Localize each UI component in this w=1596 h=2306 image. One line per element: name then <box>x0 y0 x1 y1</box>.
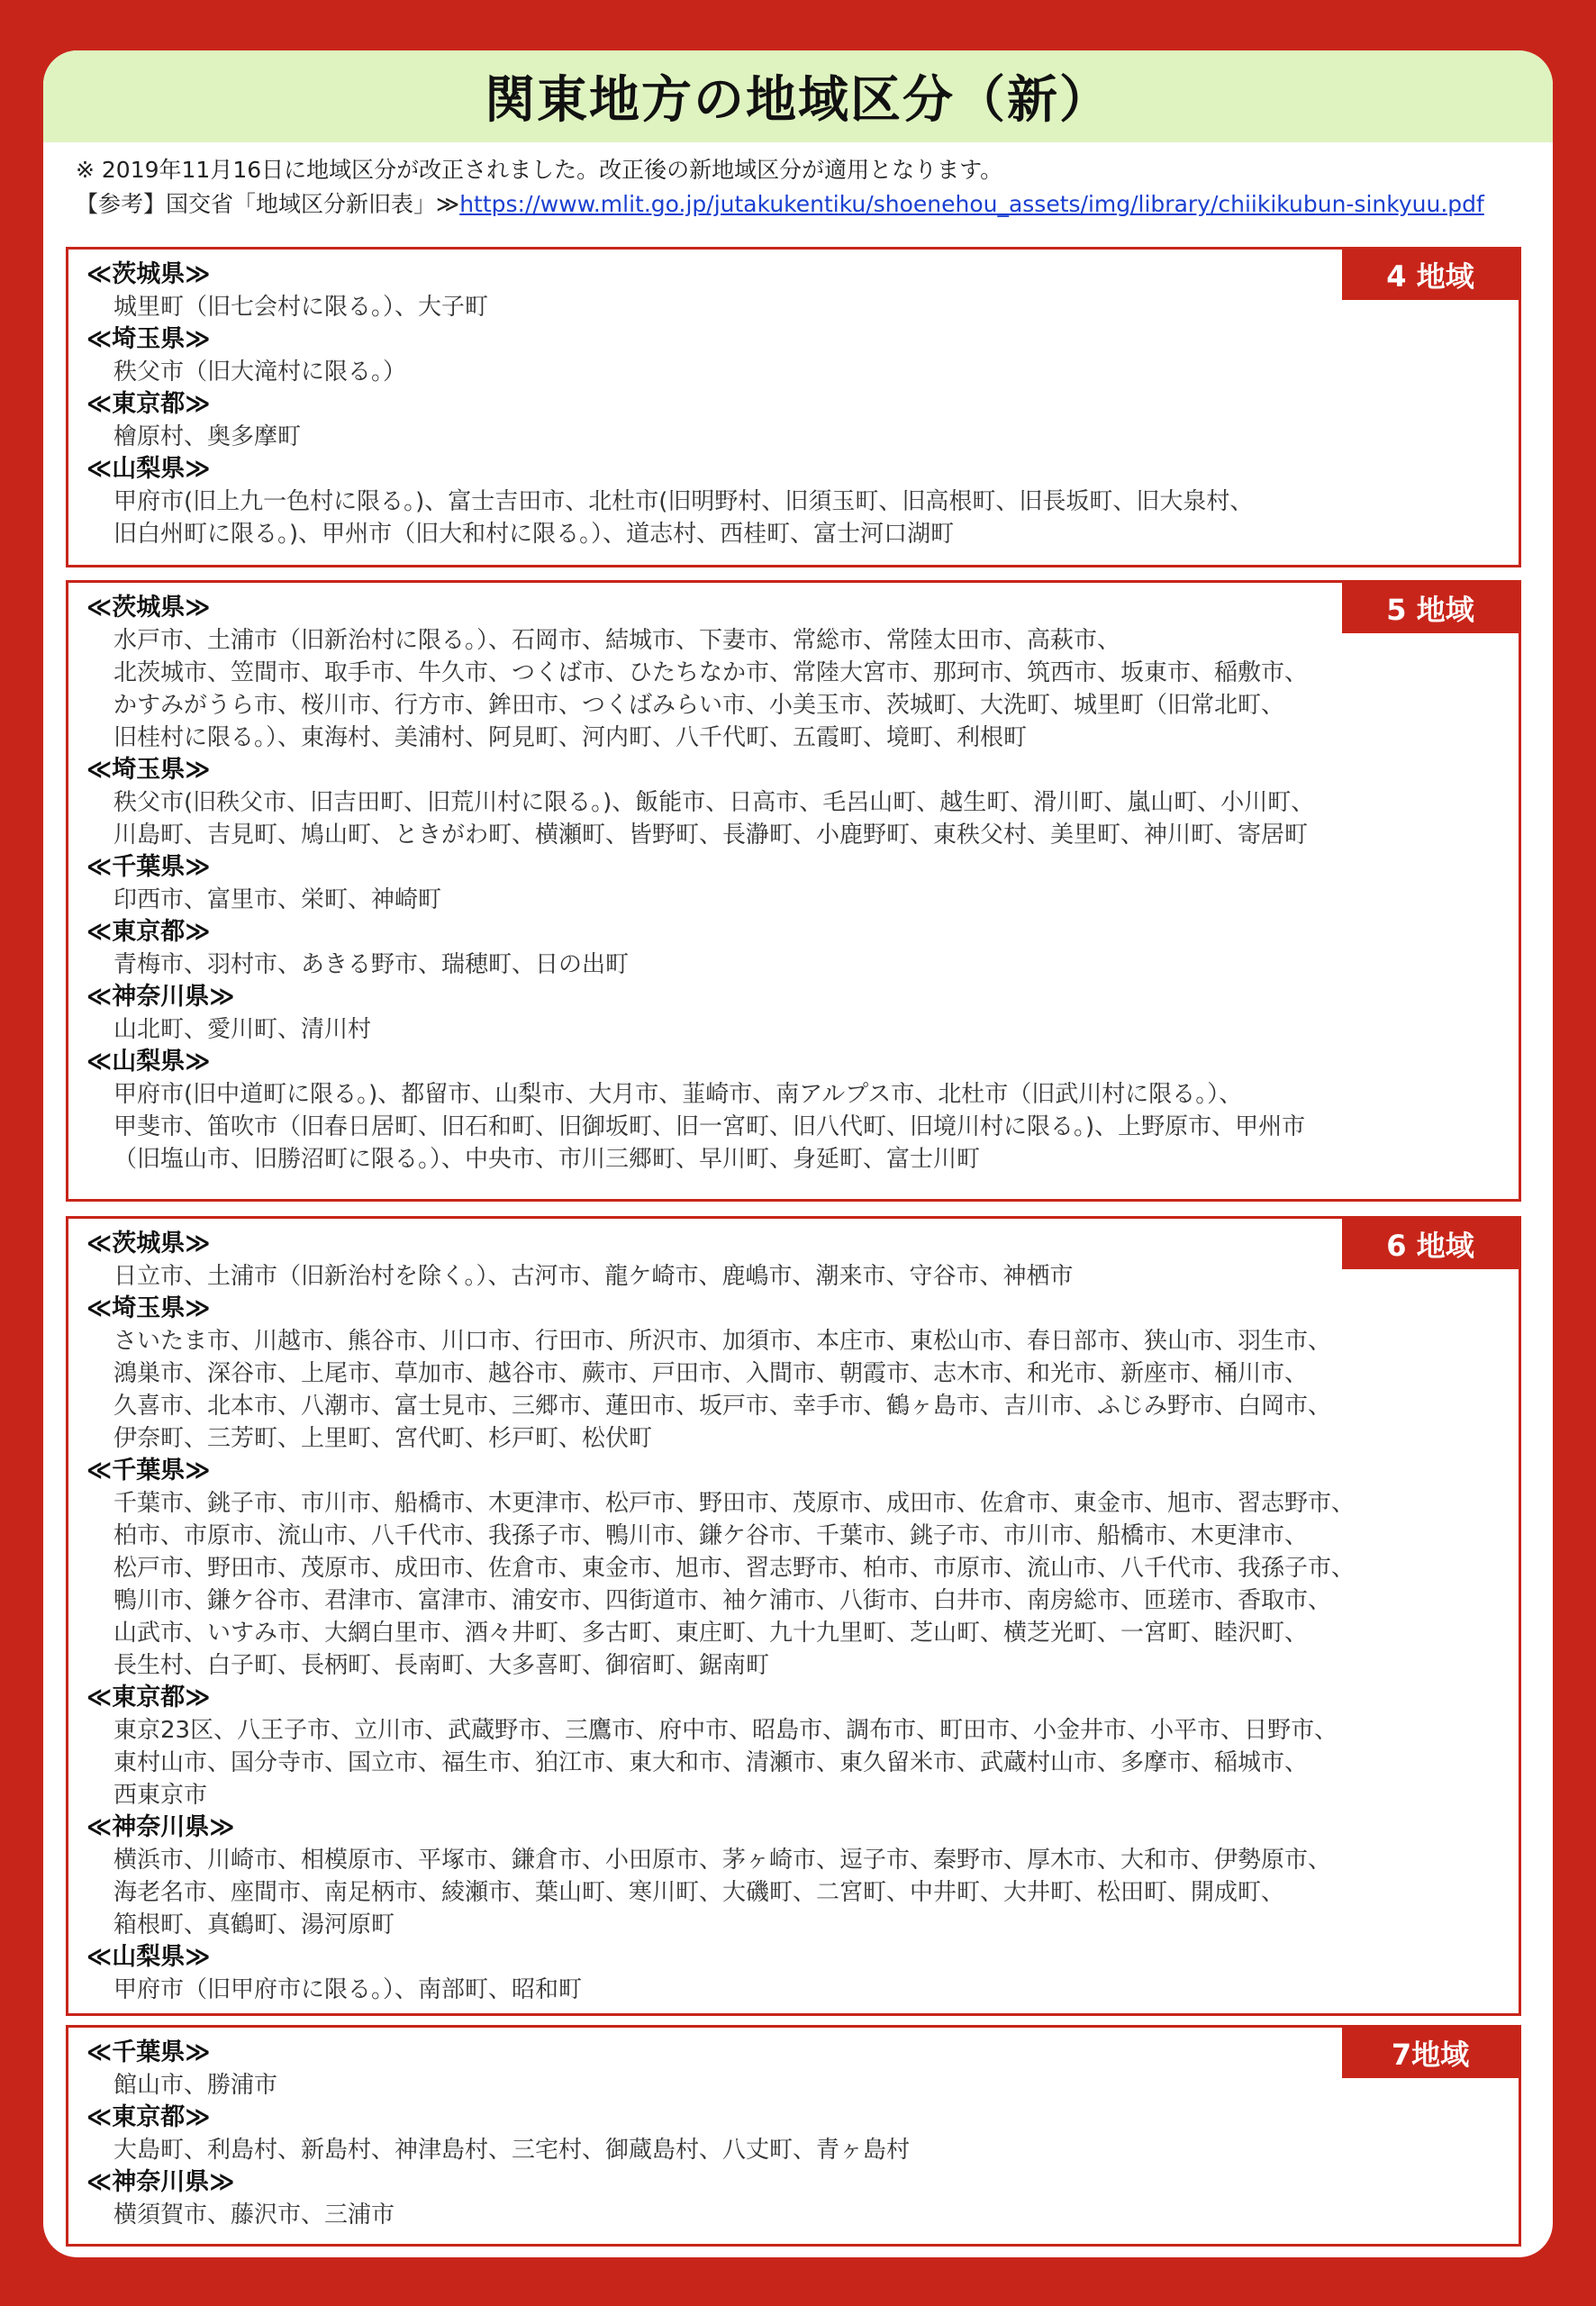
region-badge: 5 地域 <box>1342 583 1519 633</box>
prefecture-label: ≪神奈川県≫ <box>86 983 235 1011</box>
region-7-section <box>66 2025 1521 2247</box>
reference-link[interactable]: https://www.mlit.go.jp/jutakukentiku/shoenehou_assets/img/library/chiikikubun-sinkyuu.pdf <box>459 191 1484 217</box>
document-card <box>43 50 1553 2257</box>
prefecture-label: ≪神奈川県≫ <box>86 1813 235 1841</box>
city-list: 城里町（旧七会村に限る。）、大子町 <box>113 294 489 321</box>
region-badge: 6 地域 <box>1342 1219 1519 1269</box>
prefecture-label: ≪山梨県≫ <box>86 1943 211 1971</box>
prefecture-label: ≪埼玉県≫ <box>86 756 211 784</box>
prefecture-label: ≪東京都≫ <box>86 918 211 946</box>
prefecture-label: ≪山梨県≫ <box>86 455 211 483</box>
region-4-section <box>66 247 1521 567</box>
prefecture-label: ≪埼玉県≫ <box>86 1294 211 1322</box>
prefecture-label: ≪茨城県≫ <box>86 594 211 622</box>
city-list: 千葉市、銚子市、市川市、船橋市、木更津市、松戸市、野田市、茂原市、成田市、佐倉市、東金市、旭市、習志野市、 柏市、市原市、流山市、八千代市、我孫子市、鴨川市、鎌ケ谷市、千葉市、銚子市、市川市、船橋市、木更津市、 松戸市、野田市、茂原市、成田市、佐倉市、東金市、旭市、習志野市、柏市、市原市、流山市、八千代市、我孫子市、 鴨川市、鎌ケ谷市、君津市、富津市、浦安市、四街道市、袖ケ浦市、八街市、白井市、南房総市、匝瑳市、香取市、 山武市、いすみ市、大網白里市、酒々井町、多古町、東庄町、九十九里町、芝山町、横芝光町、一宮町、睦沢町、 長生村、白子町、長柄町、長南町、大多喜町、御宿町、鋸南町 <box>113 1490 1356 1679</box>
city-list: 横浜市、川崎市、相模原市、平塚市、鎌倉市、小田原市、茅ヶ崎市、逗子市、秦野市、厚木市、大和市、伊勢原市、 海老名市、座間市、南足柄市、綾瀬市、葉山町、寒川町、大磯町、二宮町、中井町、大井町、松田町、開成町、 箱根町、真鶴町、湯河原町 <box>113 1847 1332 1938</box>
title-bar <box>43 50 1553 142</box>
prefecture-label: ≪千葉県≫ <box>86 1457 211 1484</box>
region-5-section <box>66 580 1521 1202</box>
city-list: 大島町、利島村、新島村、神津島村、三宅村、御蔵島村、八丈町、青ヶ島村 <box>113 2137 911 2164</box>
city-list: 青梅市、羽村市、あきる野市、瑞穂町、日の出町 <box>113 951 630 978</box>
prefecture-label: ≪山梨県≫ <box>86 1048 211 1076</box>
region-badge: 4 地域 <box>1342 250 1519 300</box>
city-list: 秩父市（旧大滝村に限る。） <box>113 359 407 386</box>
revision-note: ※ 2019年11月16日に地域区分が改正されました。改正後の新地域区分が適用となります。 <box>76 157 1003 183</box>
city-list: さいたま市、川越市、熊谷市、川口市、行田市、所沢市、加須市、本庄市、東松山市、春日部市、狭山市、羽生市、 鴻巣市、深谷市、上尾市、草加市、越谷市、蕨市、戸田市、入間市、朝霞市、志木市、和光市、新座市、桶川市、 久喜市、北本市、八潮市、富士見市、三郷市、蓮田市、坂戸市、幸手市、鶴ヶ島市、吉川市、ふじみ野市、白岡市、 伊奈町、三芳町、上里町、宮代町、杉戸町、松伏町 <box>113 1328 1332 1452</box>
city-list: 甲府市(旧中道町に限る。)、都留市、山梨市、大月市、韮崎市、南アルプス市、北杜市（旧武川村に限る。）、 甲斐市、笛吹市（旧春日居町、旧石和町、旧御坂町、旧一宮町、旧八代町、旧境川村に限る。)、上野原市、甲州市 （旧塩山市、旧勝沼町に限る。）、中央市、市川三郷町、早川町、身延町、富士川町 <box>113 1081 1306 1173</box>
region-badge: 7地域 <box>1342 2028 1519 2078</box>
prefecture-label: ≪東京都≫ <box>86 2103 211 2131</box>
prefecture-label: ≪神奈川県≫ <box>86 2168 235 2196</box>
city-list: 甲府市（旧甲府市に限る。）、南部町、昭和町 <box>113 1976 583 2003</box>
prefecture-label: ≪茨城県≫ <box>86 260 211 288</box>
prefecture-label: ≪埼玉県≫ <box>86 325 211 353</box>
notes <box>43 142 1553 222</box>
region-6-section <box>66 1216 1521 2016</box>
city-list: 横須賀市、藤沢市、三浦市 <box>113 2202 395 2229</box>
reference-note <box>76 187 1553 222</box>
city-list: 館山市、勝浦市 <box>113 2072 278 2099</box>
city-list: 印西市、富里市、栄町、神崎町 <box>113 886 442 913</box>
city-list: 甲府市(旧上九一色村に限る。)、富士吉田市、北杜市(旧明野村、旧須玉町、旧高根町、旧長坂町、旧大泉村、 旧白州町に限る。)、甲州市（旧大和村に限る。）、道志村、西桂町、富士河口湖町 <box>113 488 1254 548</box>
city-list: 水戸市、土浦市（旧新治村に限る。）、石岡市、結城市、下妻市、常総市、常陸太田市、高萩市、 北茨城市、笠間市、取手市、牛久市、つくば市、ひたちなか市、常陸大宮市、那珂市、筑西市、坂東市、稲敷市、 かすみがうら市、桜川市、行方市、鉾田市、つくばみらい市、小美玉市、茨城町、大洗町、城里町（旧常北町、 旧桂村に限る。）、東海村、美浦村、阿見町、河内町、八千代町、五霞町、境町、利根町 <box>113 627 1309 751</box>
city-list: 東京23区、八王子市、立川市、武蔵野市、三鷹市、府中市、昭島市、調布市、町田市、小金井市、小平市、日野市、 東村山市、国分寺市、国立市、福生市、狛江市、東大和市、清瀬市、東久留米市、武蔵村山市、多摩市、稲城市、 西東京市 <box>113 1717 1338 1809</box>
page-title: 関東地方の地域区分（新） <box>485 71 1111 130</box>
reference-prefix: 【参考】国交省「地域区分新旧表」≫ <box>76 191 460 217</box>
city-list: 日立市、土浦市（旧新治村を除く。）、古河市、龍ケ崎市、鹿嶋市、潮来市、守谷市、神栖市 <box>113 1263 1074 1290</box>
city-list: 檜原村、奥多摩町 <box>113 423 302 450</box>
prefecture-label: ≪千葉県≫ <box>86 853 211 881</box>
prefecture-label: ≪東京都≫ <box>86 390 211 418</box>
prefecture-label: ≪千葉県≫ <box>86 2038 211 2066</box>
prefecture-label: ≪東京都≫ <box>86 1684 211 1711</box>
city-list: 山北町、愛川町、清川村 <box>113 1016 372 1043</box>
city-list: 秩父市(旧秩父市、旧吉田町、旧荒川村に限る。)、飯能市、日高市、毛呂山町、越生町、滑川町、嵐山町、小川町、 川島町、吉見町、鳩山町、ときがわ町、横瀬町、皆野町、長瀞町、小鹿野町、東秩父村、美里町、神川町、寄居町 <box>113 789 1315 849</box>
prefecture-label: ≪茨城県≫ <box>86 1230 211 1257</box>
